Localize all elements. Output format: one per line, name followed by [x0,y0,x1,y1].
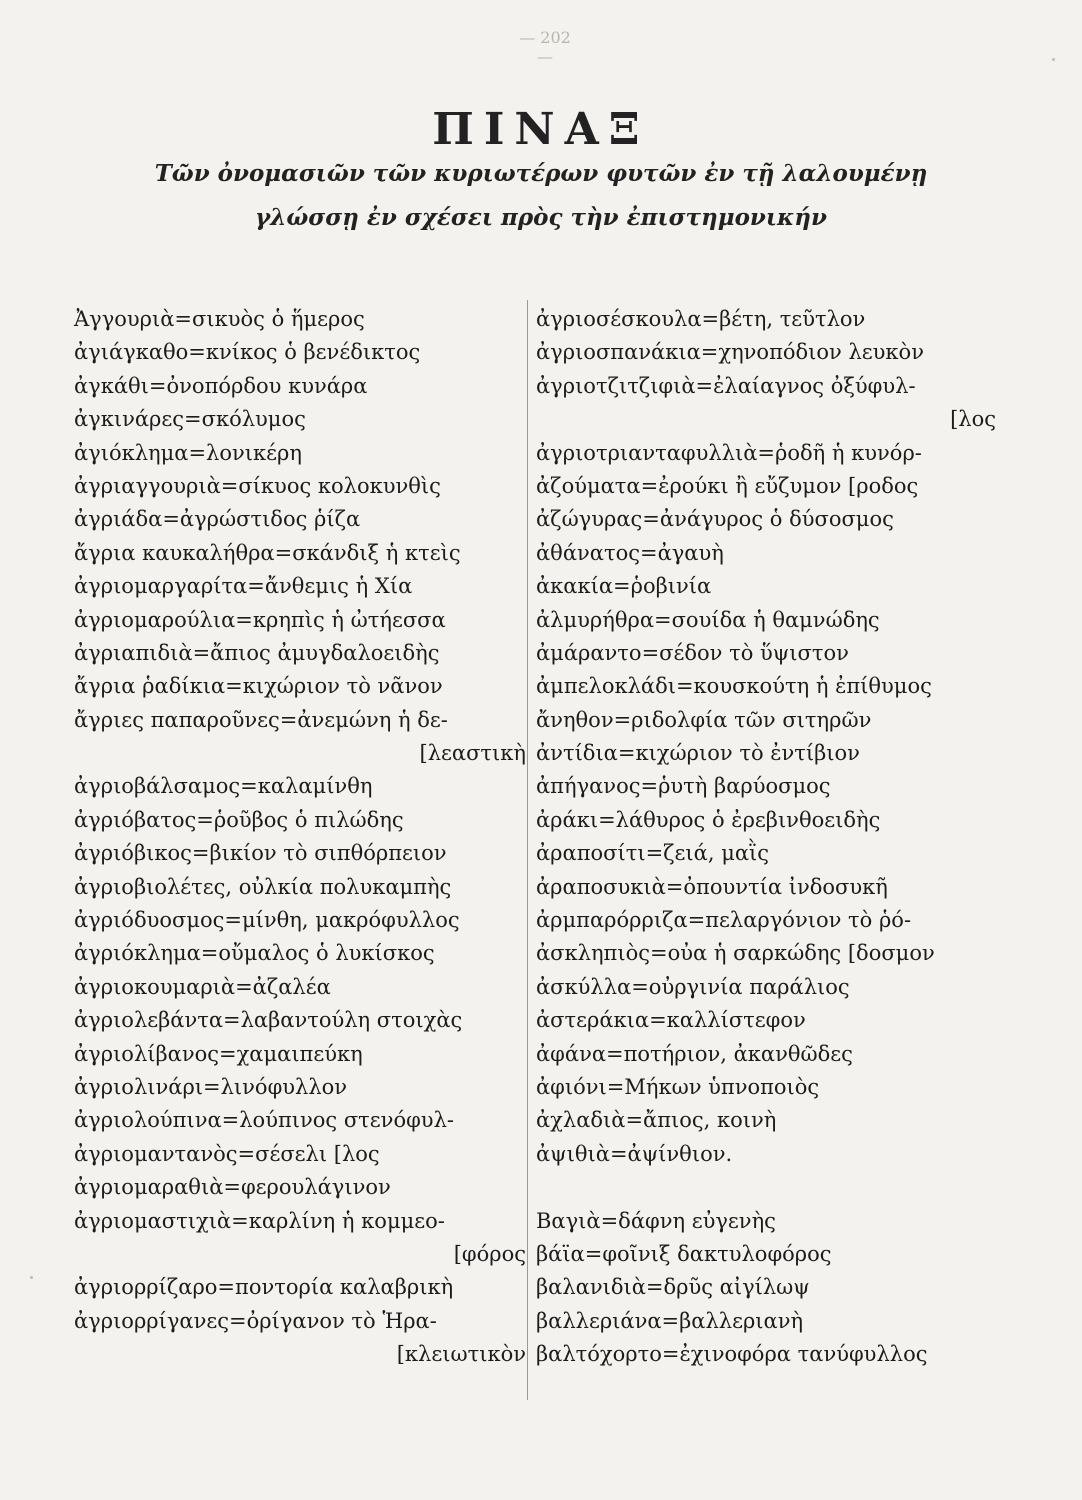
entry-line: ἄγρια καυκαλήθρα=σκάνδιξ ἡ κτεὶς [74,540,461,565]
entry-line: ἀγριοκουμαριὰ=ἀζαλέα [74,974,331,999]
entry-line: ἀθάνατος=ἀγαυὴ [536,540,724,565]
entry-line: ἀντίδια=κιχώριον τὸ ἐντίβιον [536,741,860,766]
entry-continuation: [φόρος [453,1241,526,1266]
entry-line: ἀγιόκλημα=λονικέρη [74,440,302,465]
entry-line: ἄνηθον=ριδολφία τῶν σιτηρῶν [536,707,872,732]
entry-line: ἀζούματα=ἐρούκι ἢ εὔζυμον [ροδος [536,473,919,498]
entry-line: ἀζώγυρας=ἀνάγυρος ὁ δύσοσμος [536,507,894,532]
entry-line: ἀγκάθι=ὀνοπόρδου κυνάρα [74,373,368,398]
entry-line: ἀφάνα=ποτήριον, ἀκανθῶδες [536,1041,853,1066]
entry-line: ἀμάραντο=σέδον τὸ ὕψιστον [536,640,849,665]
entry-continuation: [κλειωτικὸν [396,1342,526,1367]
entry-line: ἀγριολινάρι=λινόφυλλον [74,1074,348,1099]
entry-line: ἀγριόβατος=ῥοῦβος ὁ πιλώδης [74,807,404,832]
entry-line: ἀγριοτζιτζιφιὰ=ἐλαίαγνος ὀξύφυλ- [536,373,916,398]
entry-line: ἀγριοβάλσαμος=καλαμίνθη [74,774,373,799]
entry-line: ἀσκύλλα=οὐργινία παράλιος [536,974,850,999]
entry-line: ἀγριοσπανάκια=χηνοπόδιον λευκὸν [536,340,924,365]
blank-line [536,1171,996,1204]
entry-line: Βαγιὰ=δάφνη εὐγενὴς [536,1208,776,1233]
entry-line: ἄγρια ῥαδίκια=κιχώριον τὸ νᾶνον [74,674,443,699]
entry-line: ἀγριόκλημα=οὔμαλος ὁ λυκίσκος [74,941,435,966]
entry-line: ἀραποσυκιὰ=ὀπουντία ἰνδοσυκῆ [536,874,888,899]
entry-line: ἀγριοσέσκουλα=βέτη, τεῦτλον [536,307,866,331]
entry-line: ἀγριολούπινα=λούπινος στενόφυλ- [74,1108,454,1133]
page-title: ΠΙΝΑΞ [432,104,650,155]
entry-line: βάϊα=φοῖνιξ δακτυλοφόρος [536,1241,832,1266]
subtitle-line-1: Τῶν ὀνομασιῶν τῶν κυριωτέρων φυτῶν ἐν τῇ λαλουμένῃ [154,160,928,187]
entry-line: ἀπήγανος=ῥυτὴ βαρύοσμος [536,774,831,799]
entry-line: ἀγριομαργαρίτα=ἄνθεμις ἡ Χία [74,574,413,599]
entry-line: ἀγριορρίγανες=ὀρίγανον τὸ Ἡρα- [74,1308,437,1333]
entry-line: ἀραποσίτι=ζειά, μαῒς [536,841,770,866]
entry-line: ἀκακία=ῥοβινία [536,574,712,599]
entry-line: ἀστεράκια=καλλίστεφον [536,1008,806,1033]
entry-line: ἀλμυρήθρα=σουίδα ἡ θαμνώδης [536,607,880,632]
page-number: — 202 — [519,28,571,66]
entry-line: ἀγιάγκαθο=κνίκος ὁ βενέδικτος [74,340,421,365]
entry-line: ἀγριορρίζαρο=ποντορία καλαβρικὴ [74,1275,454,1300]
entry-line: ἀσκληπιὸς=οὐα ἡ σαρκώδης [δοσμον [536,941,935,966]
entry-continuation: [λος [950,407,996,432]
entry-line: Ἀγγουριὰ=σικυὸς ὁ ἥμερος [74,307,365,331]
entry-line: ἀγριομαρούλια=κρηπὶς ἡ ὠτήεσσα [74,607,446,632]
entry-line: ἀγριομαστιχιὰ=καρλίνη ἡ κομμεο- [74,1208,445,1233]
entry-line: ἀγριοβιολέτες, οὐλκία πολυκαμπὴς [74,874,452,899]
entry-line: ἀρμπαρόρριζα=πελαργόνιον τὸ ῥό- [536,908,912,933]
entry-line: ἀμπελοκλάδι=κουσκούτη ἡ ἐπίθυμος [536,674,932,699]
paper-speck [30,1276,33,1279]
entry-line: ἀγριόβικος=βικίον τὸ σιπθόρπειον [74,841,447,866]
entry-line: βαλανιδιὰ=δρῦς αἰγίλωψ [536,1275,810,1300]
entry-line: ἀράκι=λάθυρος ὁ ἐρεβινθοειδὴς [536,807,881,832]
entry-line: βαλλεριάνα=βαλλεριανὴ [536,1308,804,1333]
entry-line: ἀχλαδιὰ=ἄπιος, κοινὴ [536,1108,777,1133]
right-column [536,303,996,1372]
entry-line: ἀγριοτριανταφυλλιὰ=ῥοδῆ ἡ κυνόρ- [536,440,922,465]
entry-line: ἀγριαγγουριὰ=σίκυος κολοκυνθὶς [74,473,441,498]
entry-line: ἀγριαπιδιὰ=ἄπιος ἀμυγδαλοειδὴς [74,640,440,665]
entry-continuation: [λεαστικὴ [419,741,526,766]
subtitle-line-2: γλώσσῃ ἐν σχέσει πρὸς τὴν ἐπιστημονικήν [255,204,827,231]
left-column [74,303,526,1372]
entry-line: ἀφιόνι=Μήκων ὑπνοποιὸς [536,1074,820,1099]
column-divider [527,300,528,1400]
entry-line: ἀγριομαντανὸς=σέσελι [λος [74,1141,380,1166]
entry-line: ἀγριόδυοσμος=μίνθη, μακρόφυλλος [74,908,460,933]
entry-line: ἀγριομαραθιὰ=φερουλάγινον [74,1175,391,1200]
paper-speck [1052,58,1055,61]
entry-line: βαλτόχορτο=ἐχινοφόρα τανύφυλλος [536,1342,928,1367]
entry-line: ἀγκινάρες=σκόλυμος [74,407,306,432]
entry-line: ἀγριολίβανος=χαμαιπεύκη [74,1041,363,1066]
entry-line: ἀψιθιὰ=ἀψίνθιον. [536,1141,733,1166]
entry-line: ἀγριολεβάντα=λαβαντούλη στοιχὰς [74,1008,463,1033]
entry-line: ἄγριες παπαροῦνες=ἀνεμώνη ἡ δε- [74,707,448,732]
entry-line: ἀγριάδα=ἀγρώστιδος ῥίζα [74,507,361,532]
